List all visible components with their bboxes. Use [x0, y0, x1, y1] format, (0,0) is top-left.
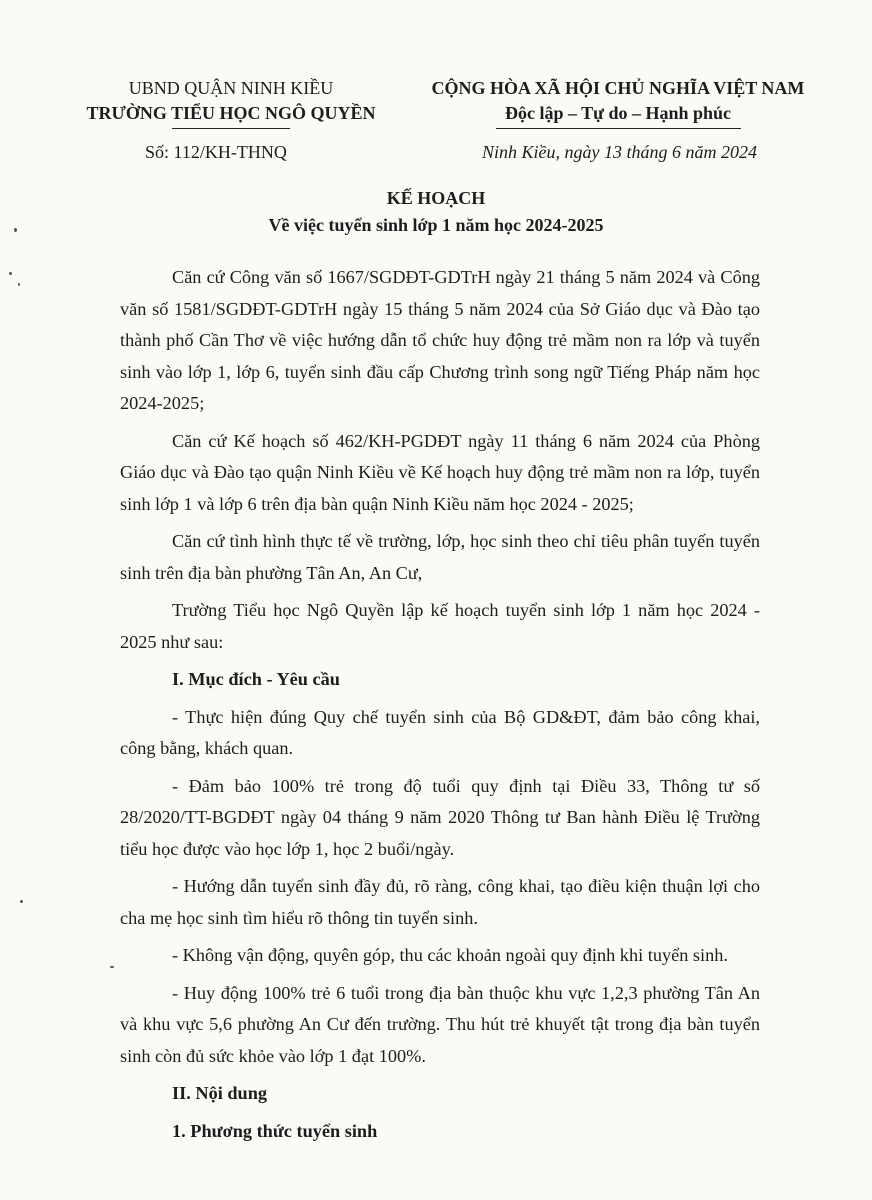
scan-speck	[20, 900, 23, 903]
requirement-item: - Hướng dẫn tuyển sinh đầy đủ, rõ ràng, công khai, tạo điều kiện thuận lợi cho cha mẹ học sinh tìm hiểu rõ thông tin tuyển sinh.	[120, 876, 760, 928]
subsection-heading: 1. Phương thức tuyển sinh	[172, 1120, 378, 1141]
country-name: CỘNG HÒA XÃ HỘI CHỦ NGHĨA VIỆT NAM	[431, 78, 805, 98]
national-title-block	[428, 76, 808, 129]
parent-agency: UBND QUẬN NINH KIỀU	[128, 78, 334, 98]
requirement-item: - Không vận động, quyên góp, thu các khoản ngoài quy định khi tuyển sinh.	[172, 945, 728, 965]
national-motto: Độc lập – Tự do – Hạnh phúc	[504, 103, 732, 123]
document-number: Số: 112/KH-THNQ	[145, 142, 287, 162]
issuing-agency-block	[76, 76, 386, 129]
motto-underline	[496, 128, 741, 129]
requirement-item: - Thực hiện đúng Quy chế tuyển sinh của Bộ GD&ĐT, đảm bảo công khai, công bằng, khách quan.	[120, 706, 760, 758]
requirement-item: - Đảm bảo 100% trẻ trong độ tuổi quy định tại Điều 33, Thông tư số 28/2020/TT-BGDĐT ngày 04 tháng 9 năm 2020 Thông tư Ban hành Điều lệ Trường tiểu học được vào học lớp 1, học 2 buổi/ngày.	[120, 775, 760, 859]
scan-speck	[18, 283, 20, 286]
legal-basis-paragraph: Căn cứ Kế hoạch số 462/KH-PGDĐT ngày 11 tháng 6 năm 2024 của Phòng Giáo dục và Đào tạo quận Ninh Kiều về Kế hoạch huy động trẻ mầm non ra lớp, tuyển sinh lớp 1 và lớp 6 trên địa bàn quận Ninh Kiều năm học 2024 - 2025;	[120, 430, 760, 514]
section-heading: I. Mục đích - Yêu cầu	[172, 669, 340, 689]
requirement-item: - Huy động 100% trẻ 6 tuổi trong địa bàn thuộc khu vực 1,2,3 phường Tân An và khu vực 5,6 phường An Cư đến trường. Thu hút trẻ khuyết tật trong địa bàn tuyển sinh còn đủ sức khỏe vào lớp 1 đạt 100%.	[120, 982, 760, 1066]
section-heading: II. Nội dung	[172, 1083, 268, 1103]
agency-underline	[172, 128, 290, 129]
document-type: KẾ HOẠCH	[386, 188, 486, 208]
school-name: TRƯỜNG TIỂU HỌC NGÔ QUYỀN	[86, 103, 376, 123]
legal-basis-paragraph: Căn cứ Công văn số 1667/SGDĐT-GDTrH ngày 21 tháng 5 năm 2024 và Công văn số 1581/SGDĐT-GDTrH ngày 15 tháng 5 năm 2024 của Sở Giáo dục và Đào tạo thành phố Cần Thơ về việc hướng dẫn tổ chức huy động trẻ mầm non ra lớp và tuyển sinh vào lớp 1, lớp 6, tuyển sinh đầu cấp Chương trình song ngữ Tiếng Pháp năm học 2024-2025;	[120, 267, 760, 413]
document-body	[120, 262, 760, 1153]
document-subject: Về việc tuyển sinh lớp 1 năm học 2024-2025	[268, 215, 604, 235]
intro-paragraph: Trường Tiểu học Ngô Quyền lập kế hoạch tuyển sinh lớp 1 năm học 2024 - 2025 như sau:	[120, 600, 760, 652]
scan-speck	[110, 966, 114, 968]
document-date: Ninh Kiều, ngày 13 tháng 6 năm 2024	[482, 142, 757, 162]
legal-basis-paragraph: Căn cứ tình hình thực tế về trường, lớp, học sinh theo chỉ tiêu phân tuyến tuyển sinh trên địa bàn phường Tân An, An Cư,	[120, 531, 760, 583]
scan-speck	[9, 272, 12, 275]
